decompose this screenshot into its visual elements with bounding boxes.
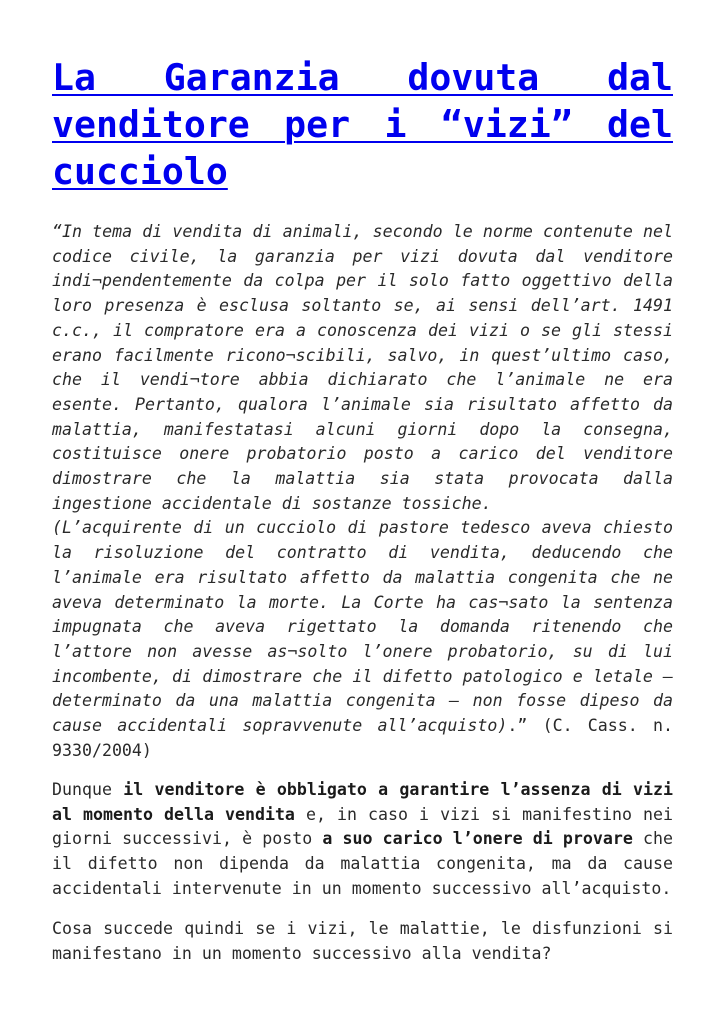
italic-text: costituisce onere probatorio posto a carico del venditore — [52, 444, 673, 464]
text-line — [52, 541, 673, 566]
text-line — [52, 877, 673, 902]
text-segment: manifestano in un momento successivo alla vendita? — [52, 944, 552, 964]
text-line — [52, 778, 673, 803]
text-segment: .” (C. Cass. n. — [507, 716, 673, 736]
italic-text: incombente, di dimostrare che il difetto patologico e letale – — [52, 666, 673, 686]
text-line — [52, 294, 673, 319]
italic-text: aveva determinato la morte. La Corte ha cas¬sato la sentenza — [52, 592, 673, 612]
italic-text: impugnata che aveva rigettato la domanda ritenendo che — [52, 617, 673, 637]
italic-text: loro presenza è esclusa soltanto se, ai sensi dell’art. 1491 — [52, 296, 673, 316]
italic-text: l’attore non avesse as¬solto l’onere probatorio, su di lui — [52, 641, 673, 661]
title-line: La Garanzia dovuta dal — [52, 56, 673, 99]
text-segment: Cosa succede quindi se i vizi, le malattie, le disfunzioni si — [52, 919, 673, 939]
italic-text: determinato da una malattia congenita – non fosse dipeso da — [52, 691, 673, 711]
text-line — [52, 640, 673, 665]
text-line — [52, 917, 673, 942]
text-line — [52, 269, 673, 294]
text-line — [52, 220, 673, 245]
italic-text: ingestione accidentale di sostanze tossiche. — [52, 493, 492, 513]
text-segment: che — [632, 829, 673, 849]
italic-text: “In tema di vendita di animali, secondo le norme contenute nel — [52, 222, 673, 241]
text-line — [52, 516, 673, 541]
text-segment: Dunque — [52, 779, 124, 799]
bold-text: al momento della vendita — [52, 804, 295, 824]
text-line — [52, 393, 673, 418]
question-paragraph — [52, 917, 673, 966]
text-line — [52, 467, 673, 492]
article — [52, 54, 673, 967]
italic-text: erano facilmente ricono¬scibili, salvo, in quest’ultimo caso, — [52, 345, 673, 365]
text-line — [52, 591, 673, 616]
text-segment: e, in caso i vizi si manifestino nei — [294, 804, 673, 824]
bold-text: a suo carico l’onere di provare — [322, 829, 633, 849]
text-line — [52, 852, 673, 877]
text-line — [52, 714, 673, 739]
italic-text: (L’acquirente di un cucciolo di pastore tedesco aveva chiesto — [52, 518, 673, 538]
text-line — [52, 442, 673, 467]
italic-text: malattia, manifestatasi alcuni giorni dopo la consegna, — [52, 419, 673, 439]
italic-text: c.c., il compratore era a conoscenza dei vizi o se gli stessi — [52, 320, 673, 340]
text-line — [52, 319, 673, 344]
italic-text: che il vendi¬tore abbia dichiarato che l’animale ne era — [52, 370, 673, 390]
text-line — [52, 615, 673, 640]
text-line — [52, 245, 673, 270]
italic-text: la risoluzione del contratto di vendita, deducendo che — [52, 543, 673, 563]
text-segment: giorni successivi, è posto — [52, 829, 323, 849]
text-line — [52, 418, 673, 443]
italic-text: codice civile, la garanzia per vizi dovuta dal venditore — [52, 246, 673, 266]
text-line — [52, 344, 673, 369]
title-line: cucciolo — [52, 150, 228, 193]
quote-paragraph — [52, 220, 673, 763]
bold-text: il venditore è obbligato a garantire l’assenza di vizi — [123, 779, 673, 799]
italic-text: l’animale era risultato affetto da malattia congenita che ne — [52, 567, 673, 587]
text-line — [52, 739, 673, 764]
text-line — [52, 566, 673, 591]
summary-paragraph — [52, 778, 673, 902]
text-line — [52, 942, 673, 967]
title-line: venditore per i “vizi” del — [52, 103, 673, 146]
text-segment: il difetto non dipenda da malattia congenita, ma da cause — [52, 854, 673, 874]
italic-text: dimostrare che la malattia sia stata provocata dalla — [52, 469, 673, 489]
text-line — [52, 492, 673, 517]
text-segment: 9330/2004) — [52, 740, 152, 760]
italic-text: cause accidentali sopravvenute all’acquisto) — [52, 716, 508, 736]
italic-text: esente. Pertanto, qualora l’animale sia risultato affetto da — [52, 394, 673, 414]
italic-text: indi¬pendentemente da colpa per il solo fatto oggettivo della — [52, 271, 673, 291]
article-title — [52, 54, 673, 195]
text-segment: accidentali intervenute in un momento successivo all’acquisto. — [52, 878, 672, 898]
text-line — [52, 827, 673, 852]
text-line — [52, 368, 673, 393]
text-line — [52, 803, 673, 828]
text-line — [52, 665, 673, 690]
article-title-link[interactable] — [52, 54, 673, 195]
text-line — [52, 689, 673, 714]
